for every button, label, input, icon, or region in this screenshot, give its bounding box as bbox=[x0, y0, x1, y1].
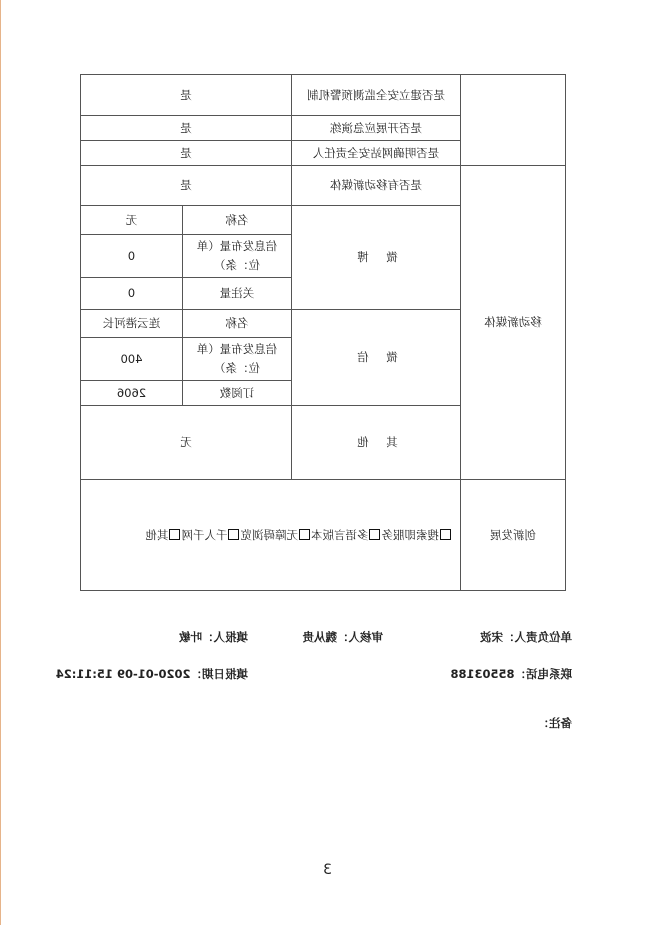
row-drill-label: 是否开展应急演练 bbox=[292, 116, 461, 141]
wechat-label: 微 信 bbox=[292, 310, 461, 406]
option-1: 搜索即服务 bbox=[381, 527, 439, 542]
weibo-name-value: 无 bbox=[81, 206, 183, 235]
wechat-posts-label: 信息发布量（单位：条） bbox=[183, 338, 292, 381]
group-cell-mobile: 移动新媒体 bbox=[461, 166, 566, 480]
row-safety-label: 是否明确网站安全责任人 bbox=[292, 141, 461, 166]
row-warning-label: 是否建立安全监测预警机制 bbox=[292, 75, 461, 116]
weibo-follow-value: 0 bbox=[81, 278, 183, 310]
checkbox-1[interactable] bbox=[440, 529, 451, 540]
innovation-options bbox=[81, 480, 461, 591]
weibo-posts-value: 0 bbox=[81, 235, 183, 278]
option-5: 其他 bbox=[145, 527, 169, 542]
row-has-media-value: 是 bbox=[81, 166, 292, 206]
other-label: 其 他 bbox=[292, 406, 461, 480]
page-number: 3 bbox=[323, 862, 332, 878]
weibo-posts-label: 信息发布量（单位：条） bbox=[183, 235, 292, 278]
checkbox-4[interactable] bbox=[229, 529, 240, 540]
weibo-name-label: 名称 bbox=[183, 206, 292, 235]
weibo-label: 微 博 bbox=[292, 206, 461, 310]
fill-date: 填报日期：2020-01-09 15:11:24 bbox=[55, 667, 248, 681]
wechat-subs-value: 2606 bbox=[81, 381, 183, 406]
checkbox-5[interactable] bbox=[170, 529, 181, 540]
option-3: 无障碍浏览 bbox=[240, 527, 298, 542]
checkbox-3[interactable] bbox=[299, 529, 310, 540]
other-value: 无 bbox=[81, 406, 292, 480]
weibo-follow-label: 关注量 bbox=[183, 278, 292, 310]
row-safety-value: 是 bbox=[81, 141, 292, 166]
option-2: 多语言版本 bbox=[311, 527, 369, 542]
innovation-label: 创新发展 bbox=[461, 480, 566, 591]
report-table bbox=[80, 74, 566, 591]
unit-head: 单位负责人：宋波 bbox=[480, 630, 572, 644]
wechat-name-value: 连云港河长 bbox=[81, 310, 183, 338]
row-has-media-label: 是否有移动新媒体 bbox=[292, 166, 461, 206]
option-4: 千人千网 bbox=[181, 527, 228, 542]
wechat-name-label: 名称 bbox=[183, 310, 292, 338]
filler: 填报人：叶敏 bbox=[179, 630, 248, 644]
wechat-subs-label: 订阅数 bbox=[183, 381, 292, 406]
remark: 备注： bbox=[537, 716, 572, 730]
wechat-posts-value: 400 bbox=[81, 338, 183, 381]
row-warning-value: 是 bbox=[81, 75, 292, 116]
group-cell-security bbox=[461, 75, 566, 166]
row-drill-value: 是 bbox=[81, 116, 292, 141]
checkbox-2[interactable] bbox=[370, 529, 381, 540]
reviewer: 审核人：魏从贵 bbox=[302, 630, 383, 644]
contact-phone: 联系电话：85503188 bbox=[450, 667, 572, 681]
